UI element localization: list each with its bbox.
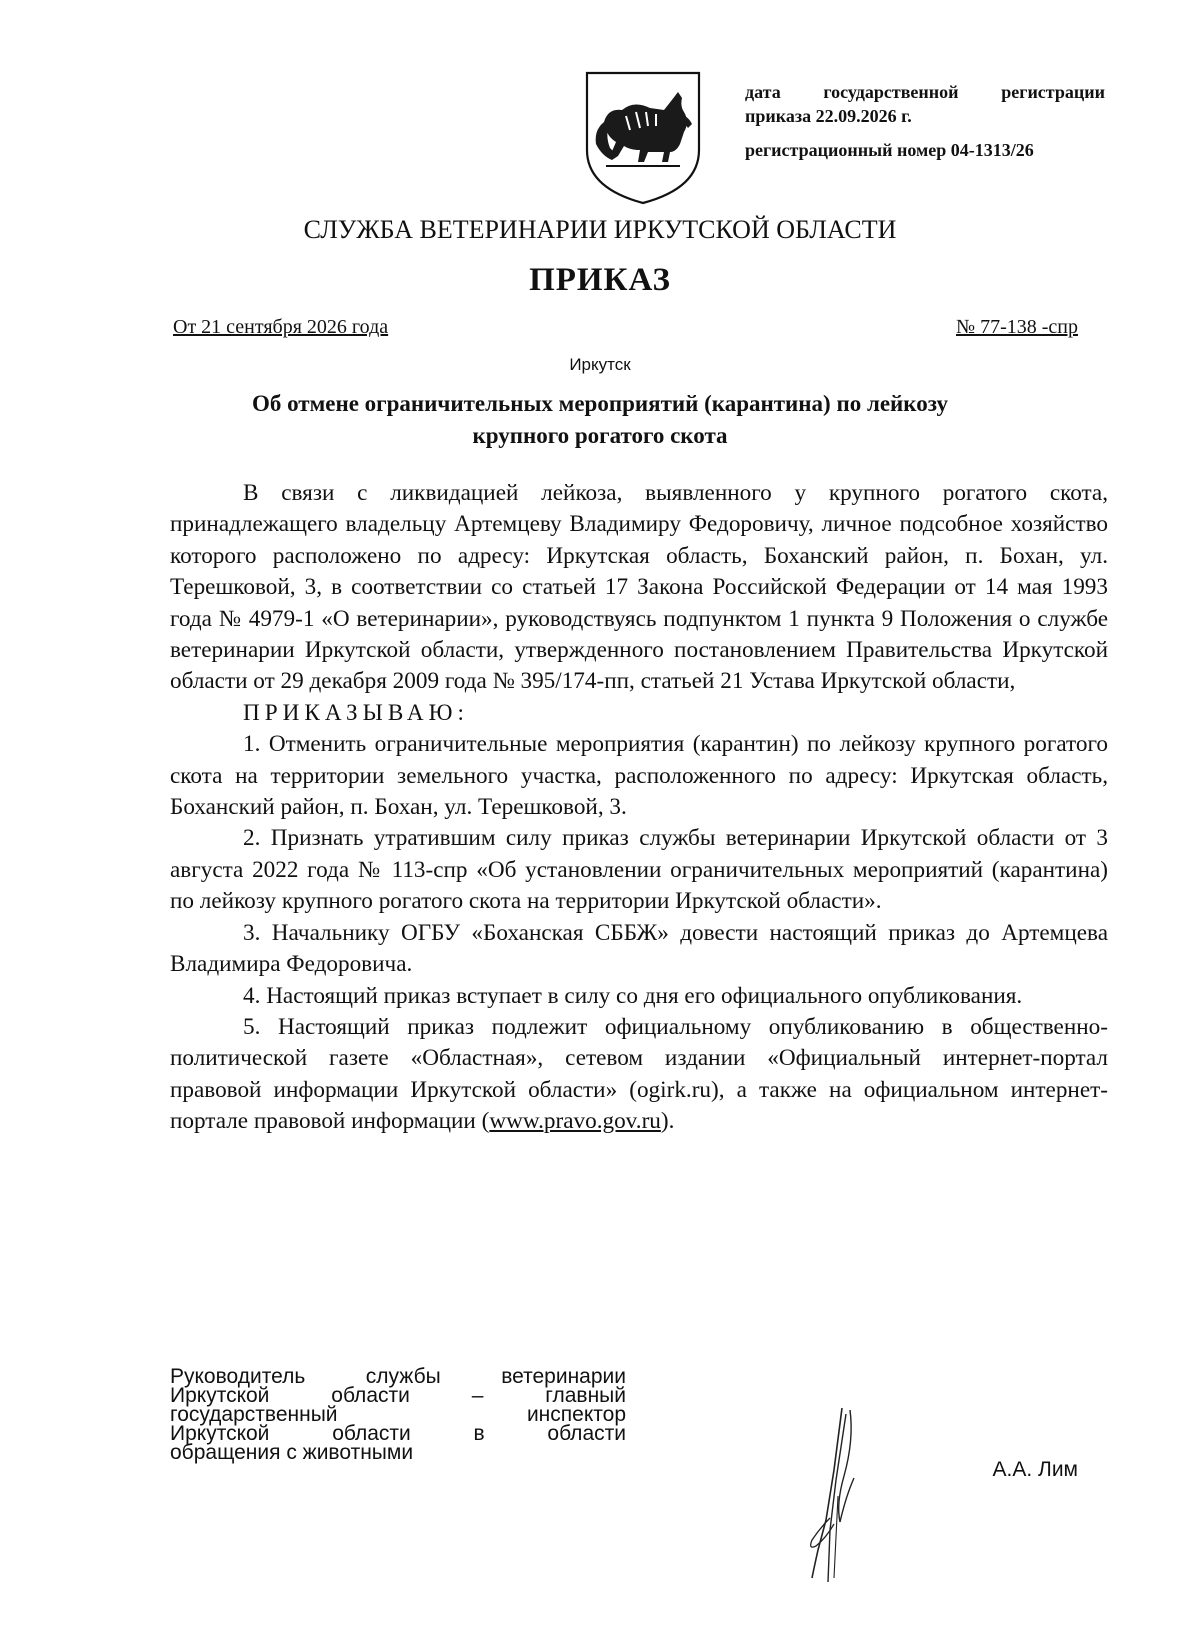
registration-info: [745, 80, 1105, 162]
registration-word-2: государственной: [823, 82, 959, 102]
signer-position-word: Руководитель: [170, 1365, 306, 1388]
order-item-1: 1. Отменить ограничительные мероприятия (карантин) по лейкозу крупного рогатого скота на территории земельного участка, расположенного по адресу: Иркутская область, Боханский район, п. Бохан, ул. Терешковой, 3.: [170, 731, 1108, 821]
document-type-title: ПРИКАЗ: [529, 262, 671, 298]
irkutsk-coat-of-arms-icon: [584, 70, 702, 206]
signer-position-word: в: [473, 1422, 485, 1445]
signer-position-word: области: [331, 1384, 410, 1407]
order-keyword: ПРИКАЗЫВАЮ:: [243, 699, 469, 726]
order-body: [170, 478, 1108, 1138]
registration-line-1: [745, 80, 1105, 104]
signer-position-word: обращения с животными: [170, 1441, 414, 1464]
signer-position-word: главный: [545, 1384, 626, 1407]
signer-position-word: области: [332, 1422, 411, 1445]
pravo-gov-link[interactable]: www.pravo.gov.ru: [489, 1108, 661, 1135]
order-item-2: 2. Признать утратившим силу приказ службы ветеринарии Иркутской области от 3 августа 2022 года № 113-спр «Об установлении ограничительных мероприятий (карантина) по лейкозу крупного рогатого скота на территории Иркутской области».: [170, 825, 1108, 915]
signer-name: А.А. Лим: [992, 1458, 1078, 1481]
registration-date: приказа 22.09.2026 г.: [745, 106, 912, 126]
signer-position-word: –: [471, 1384, 484, 1407]
handwritten-signature-icon: [790, 1400, 890, 1590]
order-number: № 77-138 -спр: [956, 316, 1078, 338]
signer-position: [170, 1367, 626, 1462]
order-date: От 21 сентября 2026 года: [173, 316, 389, 338]
signer-position-word: инспектор: [526, 1403, 626, 1426]
organization-name: СЛУЖБА ВЕТЕРИНАРИИ ИРКУТСКОЙ ОБЛАСТИ: [303, 215, 897, 244]
order-item-5-tail: ).: [660, 1108, 675, 1135]
signer-position-word: государственный: [170, 1403, 338, 1426]
order-city: Иркутск: [569, 355, 631, 374]
preamble-paragraph: В связи с ликвидацией лейкоза, выявленного у крупного рогатого скота, принадлежащего владельцу Артемцеву Владимиру Федоровичу, личное подсобное хозяйство которого расположено по адресу: Иркутская область, Боханский район, п. Бохан, ул. Терешковой, 3, в соответствии со статьей 17 Закона Российской Федерации от 14 мая 1993 года № 4979-1 «О ветеринарии», руководствуясь подпунктом 1 пункта 9 Положения о службе ветеринарии Иркутской области, утвержденного постановлением Правительства Иркутской области от 29 декабря 2009 года № 395/174-пп, статьей 21 Устава Иркутской области,: [170, 480, 1108, 695]
signer-position-word: области: [547, 1422, 626, 1445]
signer-position-word: службы: [365, 1365, 441, 1388]
order-subject-line-2: крупного рогатого скота: [472, 423, 728, 448]
signer-position-word: Иркутской: [170, 1422, 270, 1445]
registration-word-1: дата: [745, 82, 781, 102]
order-item-4: 4. Настоящий приказ вступает в силу со дня его официального опубликования.: [243, 982, 1023, 1009]
signer-position-line-5: [170, 1443, 626, 1462]
order-subject: [200, 388, 1000, 452]
order-item-5-text: 5. Настоящий приказ подлежит официальному опубликованию в общественно-политической газете «Областная», сетевом издании «Официальный интернет-портал правовой информации Иркутской области» (ogirk.ru), а также на официальном интернет-портале правовой информации (: [170, 1013, 1108, 1135]
order-item-5: [170, 1012, 1108, 1138]
signer-position-word: Иркутской: [170, 1384, 270, 1407]
signer-position-word: ветеринарии: [501, 1365, 626, 1388]
order-item-3: 3. Начальнику ОГБУ «Боханская СББЖ» довести настоящий приказ до Артемцева Владимира Федоровича.: [170, 919, 1108, 978]
order-subject-line-1: Об отмене ограничительных мероприятий (карантина) по лейкозу: [251, 391, 949, 416]
registration-number: регистрационный номер 04-1313/26: [745, 140, 1034, 160]
registration-word-3: регистрации: [1001, 82, 1105, 102]
